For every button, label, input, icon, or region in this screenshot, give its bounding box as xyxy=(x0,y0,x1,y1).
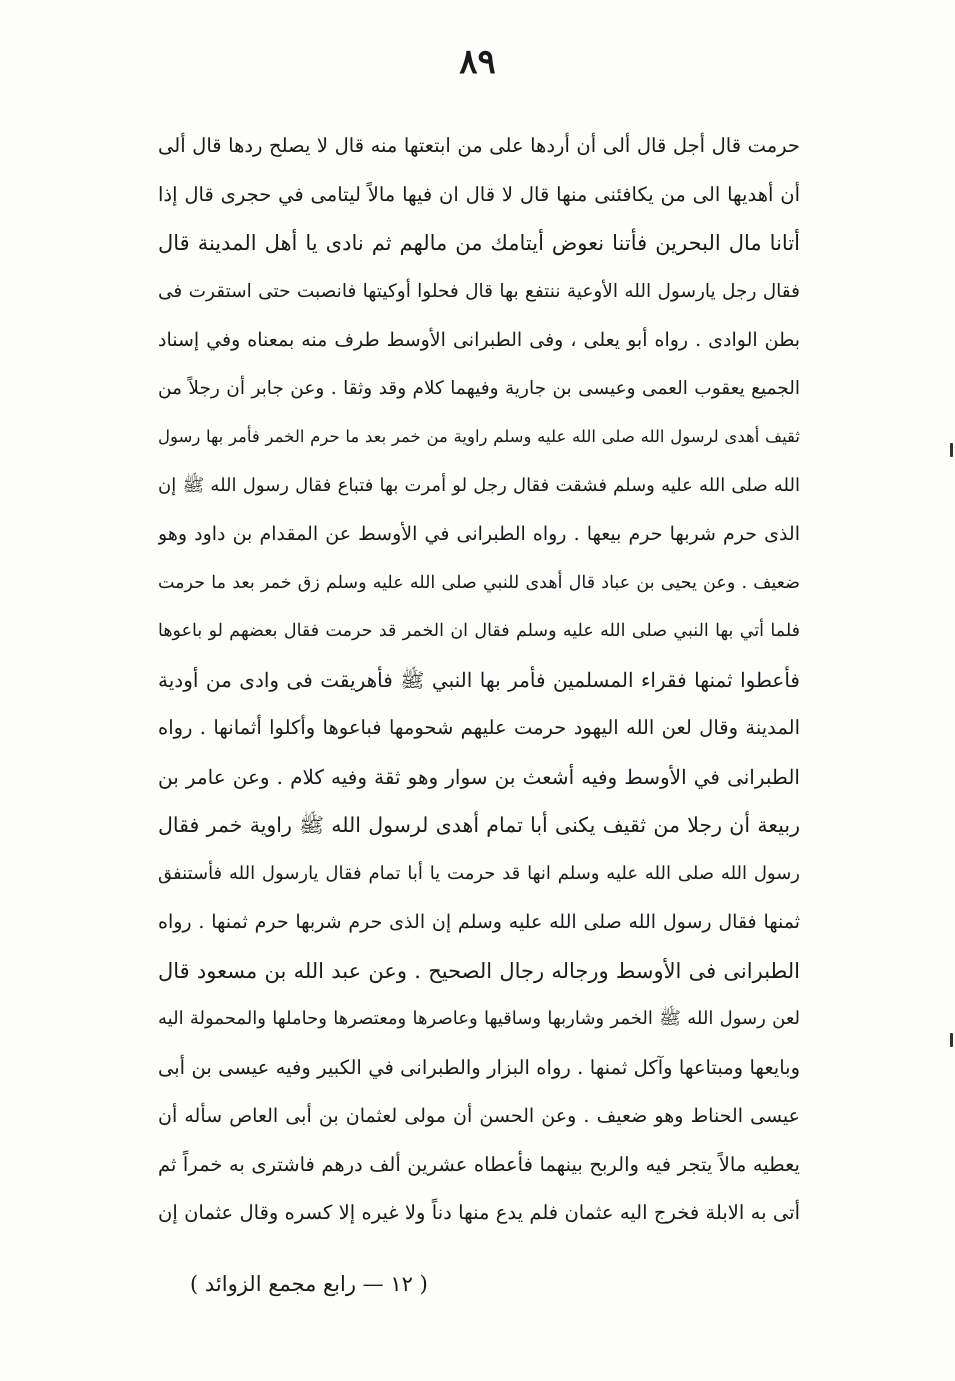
text-line: الله صلى الله عليه وسلم فشقت فقال رجل لو أمرت بها فتباع فقال رسول الله ﷺ إن xyxy=(158,474,800,496)
scan-edge-mark xyxy=(950,443,953,457)
text-line: المدينة وقال لعن الله اليهود حرمت عليهم شحومها فباعوها وأكلوا أثمانها . رواه xyxy=(158,716,800,739)
text-line: يعطيه مالاً يتجر فيه والربح بينهما فأعطاه عشرين ألف درهم فاشترى به خمراً ثم xyxy=(158,1152,800,1176)
text-line: ضعيف . وعن يحيى بن عباد قال أهدى للنبي صلى الله عليه وسلم زق خمر بعد ما حرمت xyxy=(158,572,800,593)
text-line: ربيعة أن رجلا من ثقيف يكنى أبا تمام أهدى لرسول الله ﷺ راوية خمر فقال xyxy=(158,813,800,837)
text-line: فأعطوا ثمنها فقراء المسلمين فأمر بها النبي ﷺ فأهريقت فى وادى من أودية xyxy=(158,667,800,692)
text-line: الطبرانى في الأوسط وفيه أشعث بن سوار وهو ثقة وفيه كلام . وعن عامر بن xyxy=(158,764,800,789)
text-line: أن أهديها الى من يكافئنى منها قال لا قال ان فيها مالاً ليتامى في حجرى قال إذا xyxy=(158,182,800,206)
text-line: الذى حرم شربها حرم بيعها . رواه الطبرانى في الأوسط عن المقدام بن داود وهو xyxy=(158,523,800,545)
body-text xyxy=(158,122,800,1238)
text-line: وبايعها ومبتاعها وآكل ثمنها . رواه البزار والطبرانى في الكبير وفيه عيسى بن أبى xyxy=(158,1055,800,1079)
text-line: فقال رجل يارسول الله الأوعية ننتفع بها قال فحلوا أوكيتها فانصبت حتى استقرت فى xyxy=(158,280,800,302)
text-line: عيسى الحناط وهو ضعيف . وعن الحسن أن مولى لعثمان بن أبى العاص سأله أن xyxy=(158,1105,800,1127)
signature-line: ( ١٢ — رابع مجمع الزوائد ) xyxy=(190,1272,428,1296)
text-line: بطن الوادى . رواه أبو يعلى ، وفى الطبرانى الأوسط طرف منه بمعناه وفي إسناد xyxy=(158,329,800,351)
text-line: الطبرانى فى الأوسط ورجاله رجال الصحيح . وعن عبد الله بن مسعود قال xyxy=(158,958,800,983)
text-line: رسول الله صلى الله عليه وسلم انها قد حرمت يا أبا تمام فقال يارسول الله فأستنفق xyxy=(158,862,800,884)
scan-edge-mark xyxy=(950,1033,953,1047)
text-line: ثمنها فقال رسول الله صلى الله عليه وسلم إن الذى حرم شربها حرم ثمنها . رواه xyxy=(158,911,800,933)
text-line: ثقيف أهدى لرسول الله صلى الله عليه وسلم راوية من خمر بعد ما حرم الخمر فأمر بها رسول xyxy=(158,427,800,446)
page-number: ٨٩ xyxy=(459,42,496,82)
text-line: حرمت قال أجل قال ألى أن أردها على من ابتعتها منه قال لا يصلح ردها قال ألى xyxy=(158,134,800,157)
text-line: أتى به الابلة فخرج اليه عثمان فلم يدع منها دناً ولا غيره إلا كسره وقال عثمان إن xyxy=(158,1201,800,1224)
text-line: لعن رسول الله ﷺ الخمر وشاربها وساقيها وعاصرها ومعتصرها وحاملها والمحمولة اليه xyxy=(158,1008,800,1029)
text-line: الجميع يعقوب العمى وعيسى بن جارية وفيهما كلام وقد وثقا . وعن جابر أن رجلاً من xyxy=(158,377,800,399)
text-line: أتانا مال البحرين فأتنا نعوض أيتامك من مالهم ثم نادى يا أهل المدينة قال xyxy=(158,231,800,255)
text-line: فلما أتي بها النبي صلى الله عليه وسلم فقال ان الخمر قد حرمت فقال بعضهم لو باعوها xyxy=(158,621,800,641)
